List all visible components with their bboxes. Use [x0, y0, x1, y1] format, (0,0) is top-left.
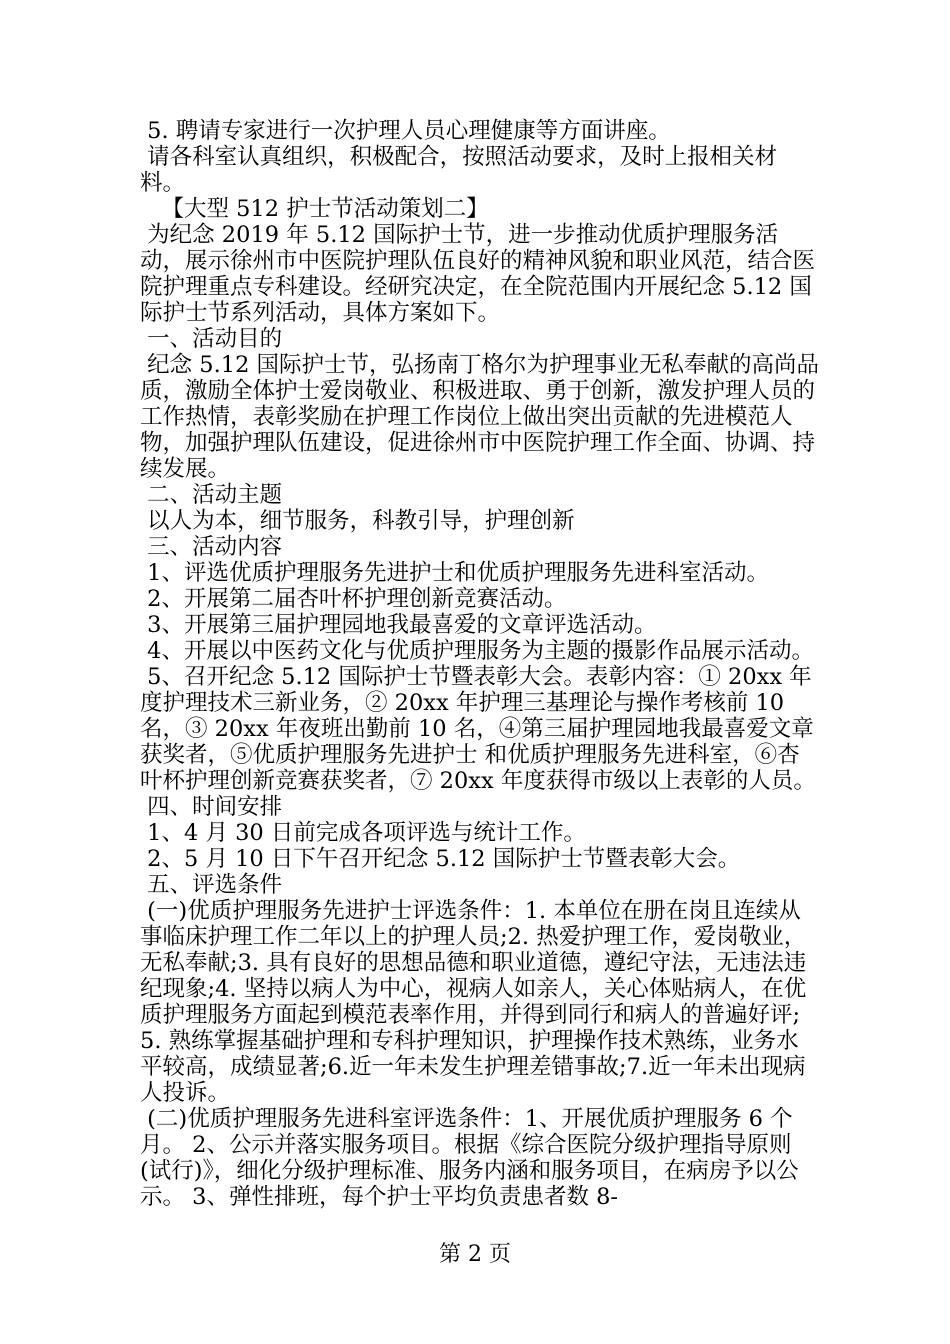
- heading-criteria: 五、评选条件: [140, 872, 283, 898]
- heading-purpose: 一、活动目的: [140, 326, 283, 352]
- heading-theme: 二、活动主题: [140, 482, 283, 508]
- section-title: 【大型 512 护士节活动策划二】: [140, 196, 489, 222]
- paragraph-theme: 以人为本，细节服务，科教引导，护理创新: [140, 508, 575, 534]
- paragraph-purpose: 纪念 5.12 国际护士节，弘扬南丁格尔为护理事业无私奉献的高尚品质，激励全体护士爱岗敬业、积极进取、勇于创新，激发护理人员的工作热情，表彰奖励在护理工作岗位上做出突出贡献的先进模范人物，加强护理队伍建设，促进徐州市中医院护理工作全面、协调、持续发展。: [140, 352, 820, 482]
- list-item: 1、4 月 30 日前完成各项评选与统计工作。: [140, 820, 586, 846]
- page-number: 第 2 页: [439, 1242, 511, 1267]
- list-item: 4、开展以中医药文化与优质护理服务为主题的摄影作品展示活动。: [140, 638, 814, 664]
- list-item: 3、开展第三届护理园地我最喜爱的文章评选活动。: [140, 612, 657, 638]
- document-body: [140, 118, 820, 1210]
- paragraph-nurse-criteria: (一)优质护理服务先进护士评选条件：1. 本单位在册在岗且连续从事临床护理工作二年以上的护理人员;2. 热爱护理工作，爱岗敬业，无私奉献;3. 具有良好的思想品德和职业道德，遵纪守法，无违法违纪现象;4. 坚持以病人为中心，视病人如亲人，关心体贴病人，在优质护理服务方面起到模范表率作用，并得到同行和病人的普遍好评;5. 熟练掌握基础护理和专科护理知识，护理操作技术熟练，业务水平较高，成绩显著;6.近一年未发生护理差错事故;7.近一年未出现病人投诉。: [140, 898, 807, 1106]
- paragraph-lecture-item: 5. 聘请专家进行一次护理人员心理健康等方面讲座。: [140, 118, 671, 144]
- list-item: 1、评选优质护理服务先进护士和优质护理服务先进科室活动。: [140, 560, 769, 586]
- paragraph-department-criteria: (二)优质护理服务先进科室评选条件：1、开展优质护理服务 6 个月。 2、公示并落实服务项目。根据《综合医院分级护理指导原则(试行)》，细化分级护理标准、服务内涵和服务项目，在病房予以公示。 3、弹性排班，每个护士平均负责患者数 8-: [140, 1106, 799, 1210]
- list-item: 2、5 月 10 日下午召开纪念 5.12 国际护士节暨表彰大会。: [140, 846, 741, 872]
- list-item: 2、开展第二届杏叶杯护理创新竞赛活动。: [140, 586, 567, 612]
- heading-schedule: 四、时间安排: [140, 794, 283, 820]
- paragraph-intro: 为纪念 2019 年 5.12 国际护士节，进一步推动优质护理服务活动，展示徐州市中医院护理队伍良好的精神风貌和职业风范，结合医院护理重点专科建设。经研究决定，在全院范围内开展纪念 5.12 国际护士节系列活动，具体方案如下。: [140, 222, 816, 326]
- list-item: 5、召开纪念 5.12 国际护士节暨表彰大会。表彰内容：① 20xx 年度护理技术三新业务，② 20xx 年护理三基理论与操作考核前 10 名，③ 20xx 年夜班出勤前 10 名，④第三届护理园地我最喜爱文章获奖者，⑤优质护理服务先进护士 和优质护理服务先进科室，⑥杏叶杯护理创新竞赛获奖者，⑦ 20xx 年度获得市级以上表彰的人员。: [140, 664, 816, 794]
- heading-content: 三、活动内容: [140, 534, 283, 560]
- paragraph-department-request: 请各科室认真组织，积极配合，按照活动要求，及时上报相关材料。: [140, 144, 778, 196]
